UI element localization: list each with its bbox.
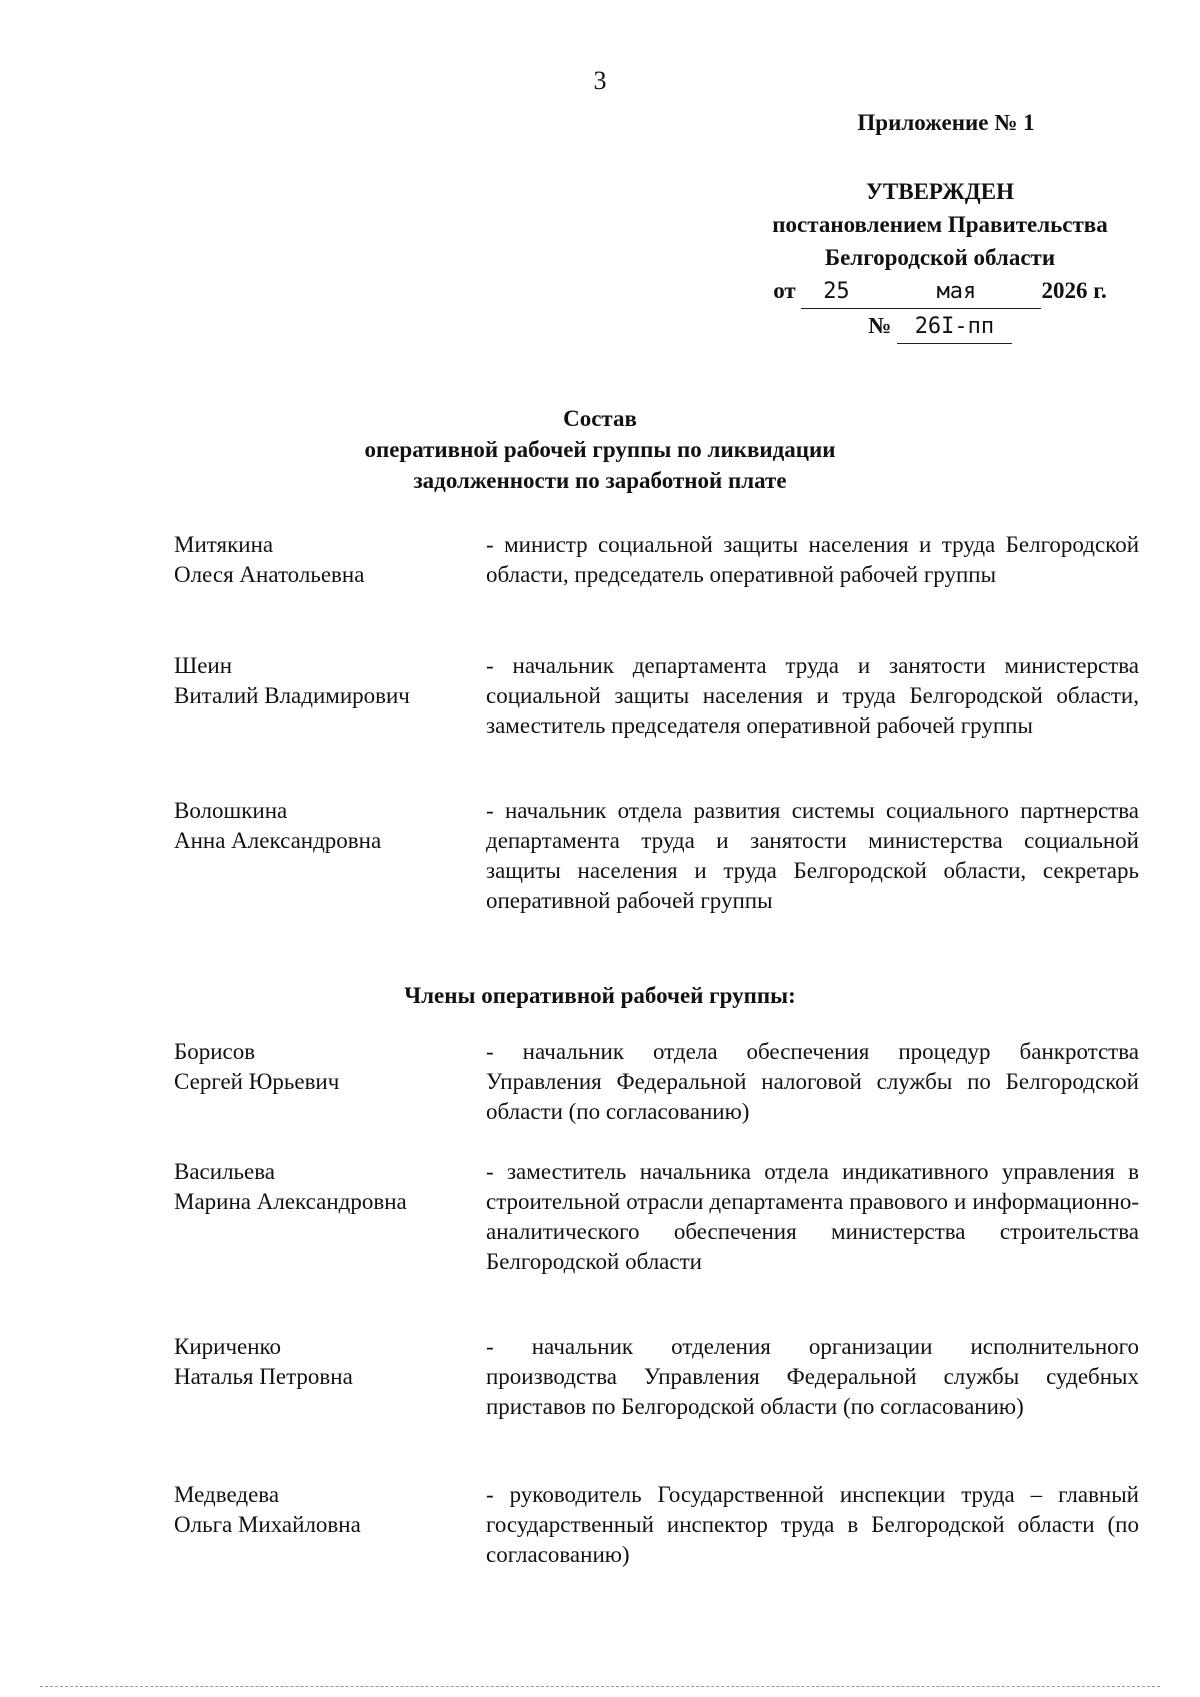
member-role: - руководитель Государственной инспекции труда – главный государственный инспектор труда в Белгородской области (по согласованию) xyxy=(486,1482,1139,1567)
member-name xyxy=(174,1332,474,1392)
member-name xyxy=(174,796,474,856)
member-given-names: Наталья Петровна xyxy=(174,1364,353,1389)
appendix-label: Приложение № 1 xyxy=(857,110,1035,135)
date-day: 25 xyxy=(801,275,871,309)
member-name xyxy=(174,651,474,711)
member-name xyxy=(174,1037,474,1097)
title-line-3: задолженности по заработной плате xyxy=(413,468,787,493)
date-year: 2026 г. xyxy=(1041,278,1107,303)
member-role: - начальник отдела развития системы социального партнерства департамента труда и занятости министерства социальной защиты населения и труда Белгородской области, секретарь оперативной рабочей группы xyxy=(486,798,1139,913)
approval-block xyxy=(740,106,1140,344)
scan-edge-divider xyxy=(40,1686,1160,1687)
member-given-names: Марина Александровна xyxy=(174,1189,407,1214)
member-surname: Кириченко xyxy=(174,1334,282,1359)
member-surname: Волошкина xyxy=(174,798,288,823)
approved-by-line2: Белгородской области xyxy=(824,245,1056,270)
title-line-1: Состав xyxy=(563,406,637,431)
member-name xyxy=(174,1480,474,1540)
member-given-names: Виталий Владимирович xyxy=(174,683,410,708)
members-heading: Члены оперативной рабочей группы: xyxy=(404,983,796,1008)
member-surname: Васильева xyxy=(174,1159,276,1184)
number-value: 26I-пп xyxy=(897,310,1012,344)
member-role: - начальник отделения организации исполнительного производства Управления Федеральной службы судебных приставов по Белгородской области (по согласованию) xyxy=(486,1334,1139,1419)
date-prefix: от xyxy=(773,278,796,303)
title-line-2: оперативной рабочей группы по ликвидации xyxy=(364,437,836,462)
page-number: 3 xyxy=(593,66,607,95)
member-given-names: Олеся Анатольевна xyxy=(174,562,365,587)
member-given-names: Анна Александровна xyxy=(174,828,382,853)
member-surname: Медведева xyxy=(174,1482,280,1507)
member-given-names: Сергей Юрьевич xyxy=(174,1069,340,1094)
approved-label: УТВЕРЖДЕН xyxy=(866,179,1014,204)
approved-by-line1: постановлением Правительства xyxy=(772,212,1108,237)
member-name xyxy=(174,1157,474,1217)
approval-number xyxy=(740,309,1140,344)
member-surname: Борисов xyxy=(174,1039,256,1064)
member-surname: Митякина xyxy=(174,532,274,557)
member-given-names: Ольга Михайловна xyxy=(174,1512,361,1537)
approval-date xyxy=(740,274,1140,309)
document-title xyxy=(0,403,1200,496)
member-role: - начальник департамента труда и занятости министерства социальной защиты населения и труда Белгородской области, заместитель председателя оперативной рабочей группы xyxy=(486,653,1139,738)
member-role: - заместитель начальника отдела индикативного управления в строительной отрасли департамента правового и информационно-аналитического обеспечения министерства строительства Белгородской области xyxy=(486,1159,1139,1274)
member-role: - министр социальной защиты населения и труда Белгородской области, председатель оперативной рабочей группы xyxy=(486,532,1139,587)
date-month: мая xyxy=(871,275,1041,309)
member-surname: Шеин xyxy=(174,653,233,678)
member-role: - начальник отдела обеспечения процедур банкротства Управления Федеральной налоговой службы по Белгородской области (по согласованию) xyxy=(486,1039,1139,1124)
number-prefix: № xyxy=(868,313,892,338)
member-name xyxy=(174,530,474,590)
